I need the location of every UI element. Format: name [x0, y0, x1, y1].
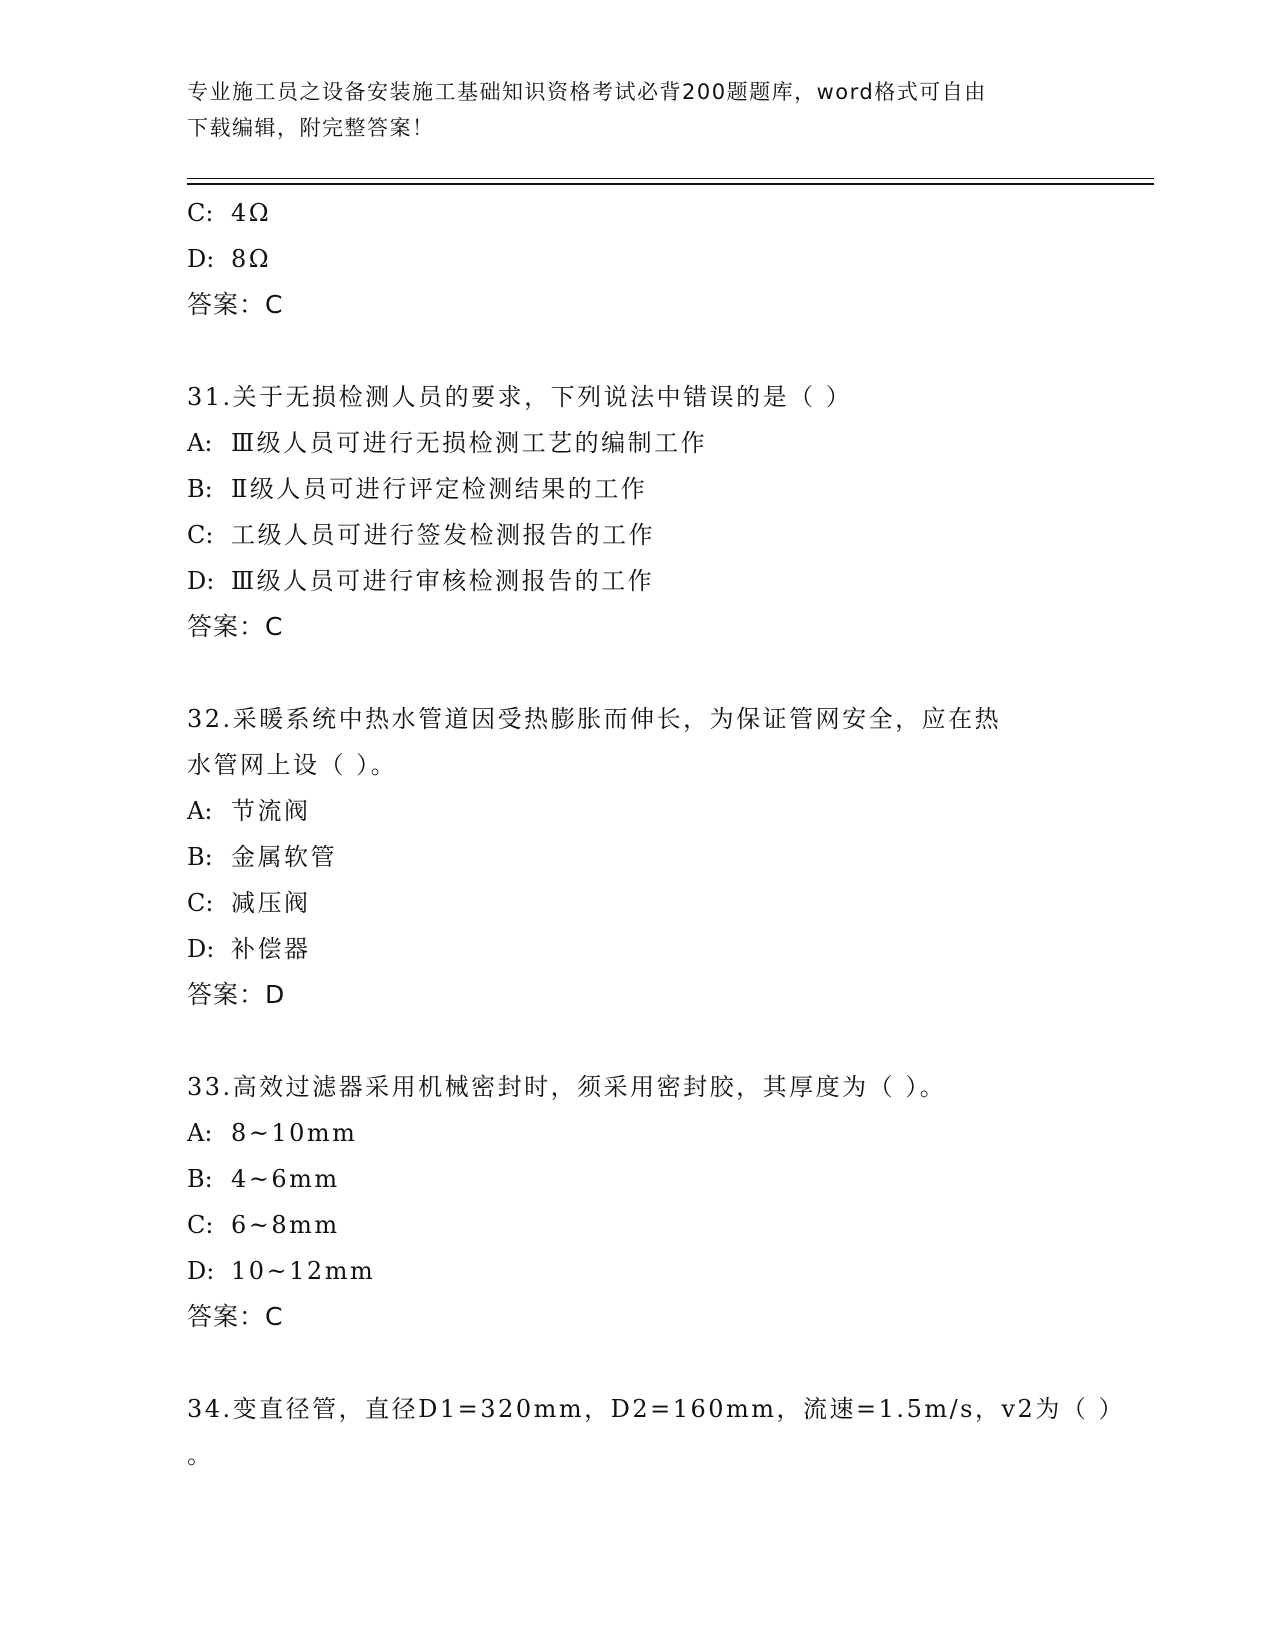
- document-header: [187, 74, 1087, 146]
- previous-question-tail: [187, 190, 1087, 328]
- question-stem: 34.变直径管，直径D1=320mm，D2=160mm，流速=1.5m/s，v2为（ ）: [187, 1395, 1125, 1423]
- option-letter: D:: [187, 935, 215, 963]
- question-stem: 33.高效过滤器采用机械密封时，须采用密封胶，其厚度为（ ）。: [187, 1073, 947, 1101]
- answer-line: 答案：C: [187, 612, 284, 641]
- option-text: 减压阀: [231, 889, 311, 917]
- question-stem-continued: 。: [187, 1441, 214, 1469]
- option-text: Ⅱ级人员可进行评定检测结果的工作: [231, 475, 648, 503]
- option-letter: C:: [187, 521, 214, 549]
- option-line: [187, 1202, 1087, 1248]
- option-letter: D:: [187, 245, 215, 273]
- option-text: 4Ω: [231, 199, 272, 227]
- question-32: [187, 696, 1087, 1018]
- question-stem: 32.采暖系统中热水管道因受热膨胀而伸长，为保证管网安全，应在热: [187, 705, 1002, 733]
- option-line: [187, 190, 1087, 236]
- question-31: [187, 374, 1087, 650]
- option-letter: B:: [187, 475, 213, 503]
- option-text: 6~8mm: [231, 1211, 340, 1239]
- option-letter: B:: [187, 843, 213, 871]
- option-text: 节流阀: [231, 797, 311, 825]
- option-letter: A:: [187, 797, 213, 825]
- option-text: Ⅲ级人员可进行审核检测报告的工作: [231, 567, 655, 595]
- option-letter: A:: [187, 429, 213, 457]
- header-line-2: 下载编辑，附完整答案！: [187, 116, 435, 140]
- option-letter: D:: [187, 567, 215, 595]
- option-line: [187, 512, 1087, 558]
- answer-line: 答案：C: [187, 1302, 284, 1331]
- option-line: [187, 834, 1087, 880]
- option-letter: D:: [187, 1257, 215, 1285]
- option-letter: A:: [187, 1119, 213, 1147]
- header-line-1: 专业施工员之设备安装施工基础知识资格考试必背200题题库，word格式可自由: [187, 80, 987, 104]
- option-text: 金属软管: [231, 843, 337, 871]
- option-text: 4~6mm: [231, 1165, 340, 1193]
- header-rule-thin: [187, 178, 1154, 179]
- option-letter: C:: [187, 1211, 214, 1239]
- option-line: [187, 466, 1087, 512]
- option-text: 10~12mm: [231, 1257, 376, 1285]
- option-line: [187, 926, 1087, 972]
- option-text: 8Ω: [231, 245, 272, 273]
- option-line: [187, 1110, 1087, 1156]
- option-line: [187, 236, 1087, 282]
- option-line: [187, 1156, 1087, 1202]
- header-rule-thick: [187, 183, 1154, 185]
- option-line: [187, 420, 1087, 466]
- question-content: [187, 190, 1125, 1478]
- question-stem: 31.关于无损检测人员的要求，下列说法中错误的是（ ）: [187, 383, 853, 411]
- option-text: Ⅲ级人员可进行无损检测工艺的编制工作: [231, 429, 708, 457]
- option-letter: C:: [187, 889, 214, 917]
- option-text: 8~10mm: [231, 1119, 358, 1147]
- question-stem-continued: 水管网上设（ ）。: [187, 751, 398, 779]
- option-line: [187, 880, 1087, 926]
- option-line: [187, 558, 1087, 604]
- answer-line: 答案：D: [187, 980, 286, 1009]
- option-line: [187, 1248, 1087, 1294]
- answer-line: 答案：C: [187, 290, 284, 319]
- option-letter: B:: [187, 1165, 213, 1193]
- option-line: [187, 788, 1087, 834]
- question-33: [187, 1064, 1087, 1340]
- option-letter: C:: [187, 199, 214, 227]
- option-text: 工级人员可进行签发检测报告的工作: [231, 521, 655, 549]
- option-text: 补偿器: [231, 935, 311, 963]
- question-34: [187, 1386, 1125, 1478]
